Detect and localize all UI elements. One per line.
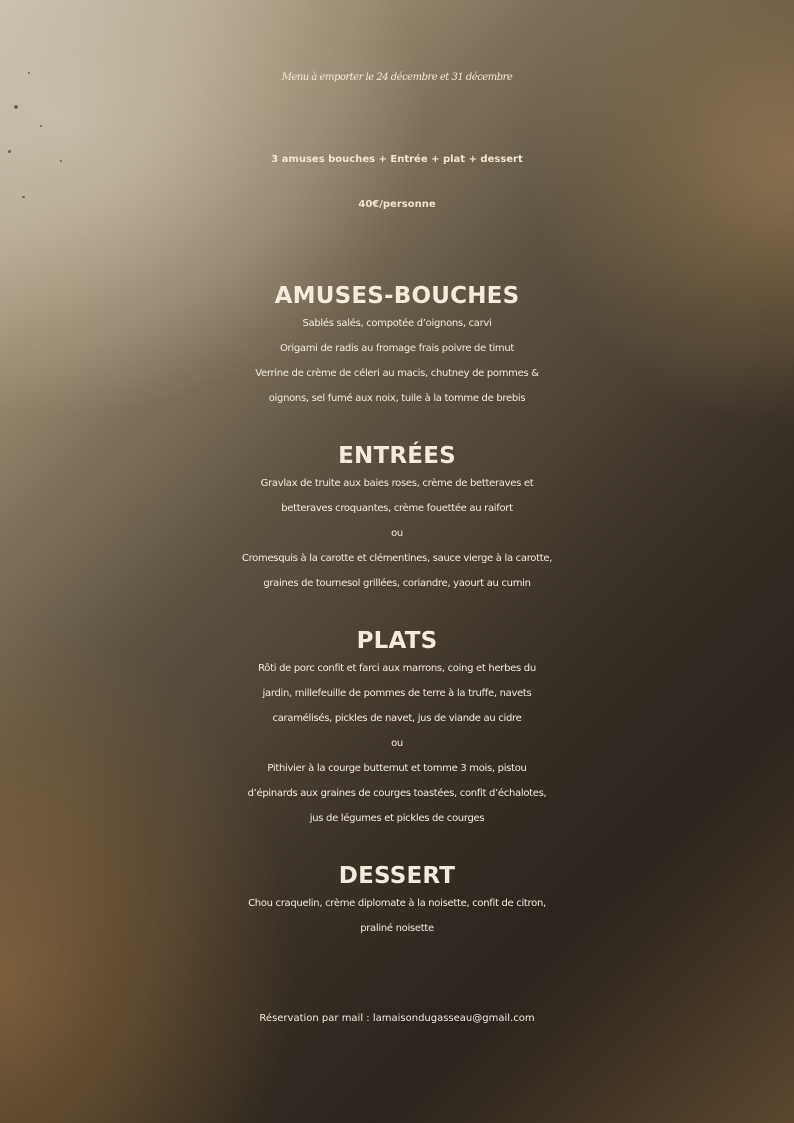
decorative-speck bbox=[22, 196, 25, 198]
menu-line: graines de tournesol grillées, coriandre, yaourt au cumin bbox=[263, 578, 531, 589]
menu-line: jardin, millefeuille de pommes de terre à la truffe, navets bbox=[262, 688, 532, 699]
section-entrees bbox=[0, 441, 794, 596]
section-amuses-bouches bbox=[0, 281, 794, 411]
section-heading: ENTRÉES bbox=[338, 443, 456, 469]
decorative-speck bbox=[40, 125, 42, 127]
menu-line: Cromesquis à la carotte et clémentines, sauce vierge à la carotte, bbox=[241, 553, 553, 564]
menu-line: Gravlax de truite aux baies roses, crème de betteraves et bbox=[260, 478, 534, 489]
menu-offer: 3 amuses bouches + Entrée + plat + dessert bbox=[271, 154, 523, 165]
menu-line: ou bbox=[391, 738, 403, 749]
menu-line: Sablés salés, compotée d’oignons, carvi bbox=[302, 318, 492, 329]
reservation-contact: Réservation par mail : lamaisondugasseau@gmail.com bbox=[259, 1013, 535, 1024]
section-heading: PLATS bbox=[356, 628, 438, 654]
section-plats bbox=[0, 626, 794, 831]
menu-line: Pithivier à la courge butternut et tomme 3 mois, pistou bbox=[267, 763, 527, 774]
menu-line: d’épinards aux graines de courges toastées, confit d’échalotes, bbox=[247, 788, 547, 799]
menu-line: caramélisés, pickles de navet, jus de viande au cidre bbox=[272, 713, 522, 724]
decorative-speck bbox=[14, 105, 18, 109]
menu-line: Chou craquelin, crème diplomate à la noisette, confit de citron, bbox=[248, 898, 546, 909]
menu-line: betteraves croquantes, crème fouettée au raifort bbox=[281, 503, 513, 514]
menu-line: ou bbox=[391, 528, 403, 539]
menu-title: Menu à emporter le 24 décembre et 31 décembre bbox=[281, 72, 513, 83]
menu-line: oignons, sel fumé aux noix, tuile à la tomme de brebis bbox=[268, 393, 526, 404]
section-dessert bbox=[0, 861, 794, 941]
section-heading: DESSERT bbox=[338, 863, 456, 889]
menu-line: Origami de radis au fromage frais poivre de timut bbox=[279, 343, 515, 354]
menu-price: 40€/personne bbox=[358, 199, 436, 210]
menu-line: jus de légumes et pickles de courges bbox=[309, 813, 485, 824]
menu-line: praliné noisette bbox=[360, 923, 434, 934]
menu-line: Rôti de porc confit et farci aux marrons, coing et herbes du bbox=[258, 663, 536, 674]
section-heading: AMUSES-BOUCHES bbox=[274, 283, 520, 309]
decorative-speck bbox=[8, 150, 11, 153]
menu-line: Verrine de crème de céleri au macis, chutney de pommes & bbox=[255, 368, 539, 379]
